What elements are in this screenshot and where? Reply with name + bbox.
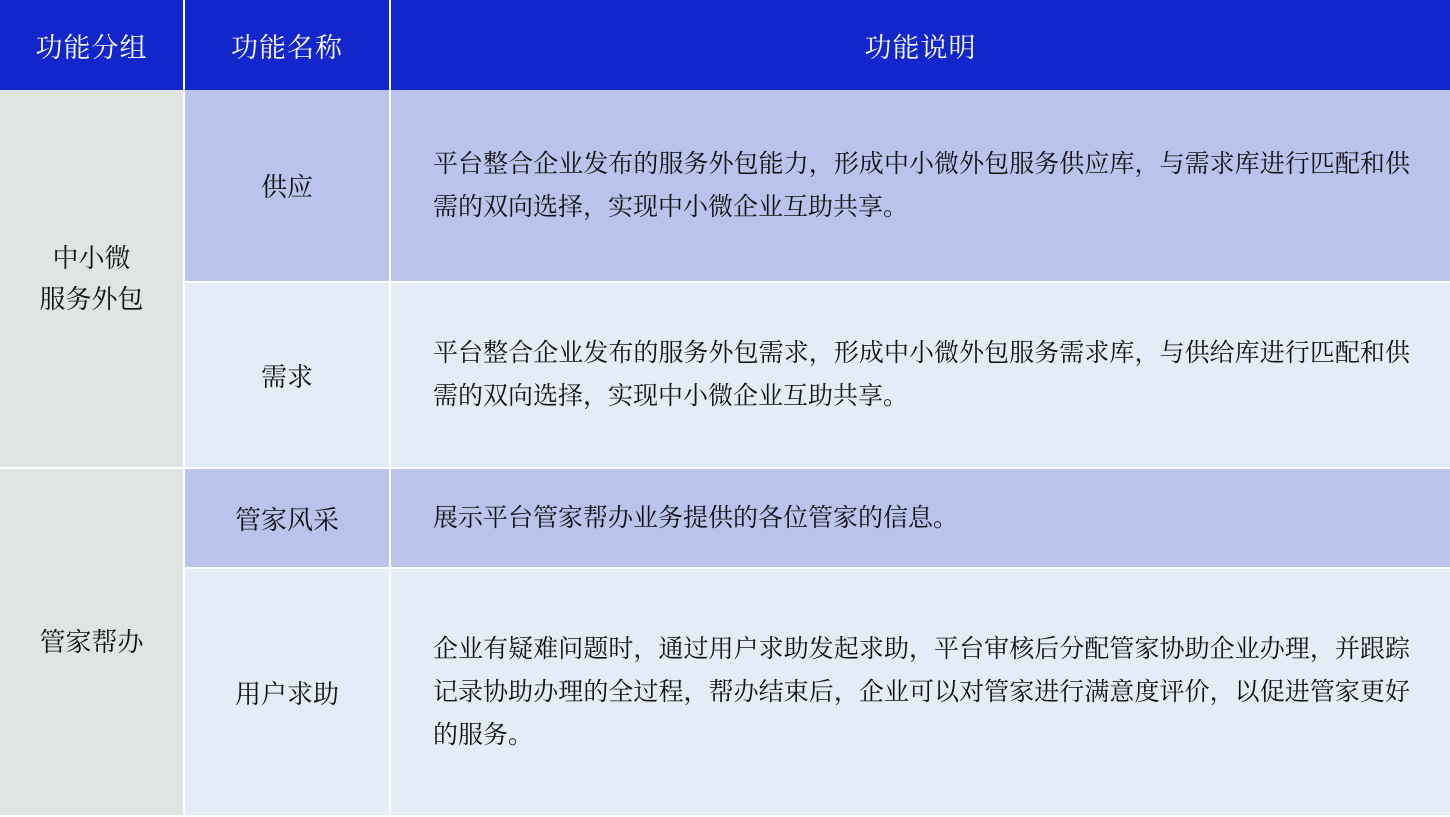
column-header-name: 功能名称 [184,0,390,90]
column-header-group: 功能分组 [0,0,184,90]
table-row [0,282,1450,468]
group-label-line1: 管家帮办 [39,626,144,657]
function-description-supply: 平台整合企业发布的服务外包能力，形成中小微外包服务供应库，与需求库进行匹配和供需的双向选择，实现中小微企业互助共享。 [390,90,1450,282]
group-cell-steward [0,468,184,816]
table-header [0,0,1450,90]
table-header-row [0,0,1450,90]
function-description-steward-profile: 展示平台管家帮办业务提供的各位管家的信息。 [390,468,1450,568]
group-label-line1: 中小微 [52,243,131,274]
table-row [0,568,1450,816]
table-body [0,90,1450,816]
group-cell-outsourcing [0,90,184,468]
function-description-demand: 平台整合企业发布的服务外包需求，形成中小微外包服务需求库，与供给库进行匹配和供需的双向选择，实现中小微企业互助共享。 [390,282,1450,468]
function-name-demand: 需求 [184,282,390,468]
group-label-line2: 服务外包 [39,283,144,314]
table-row [0,90,1450,282]
function-name-user-help: 用户求助 [184,568,390,816]
function-description-user-help: 企业有疑难问题时，通过用户求助发起求助，平台审核后分配管家协助企业办理，并跟踪记录协助办理的全过程，帮办结束后，企业可以对管家进行满意度评价，以促进管家更好的服务。 [390,568,1450,816]
function-name-steward-profile: 管家风采 [184,468,390,568]
table-row [0,468,1450,568]
function-name-supply: 供应 [184,90,390,282]
column-header-description: 功能说明 [390,0,1450,90]
